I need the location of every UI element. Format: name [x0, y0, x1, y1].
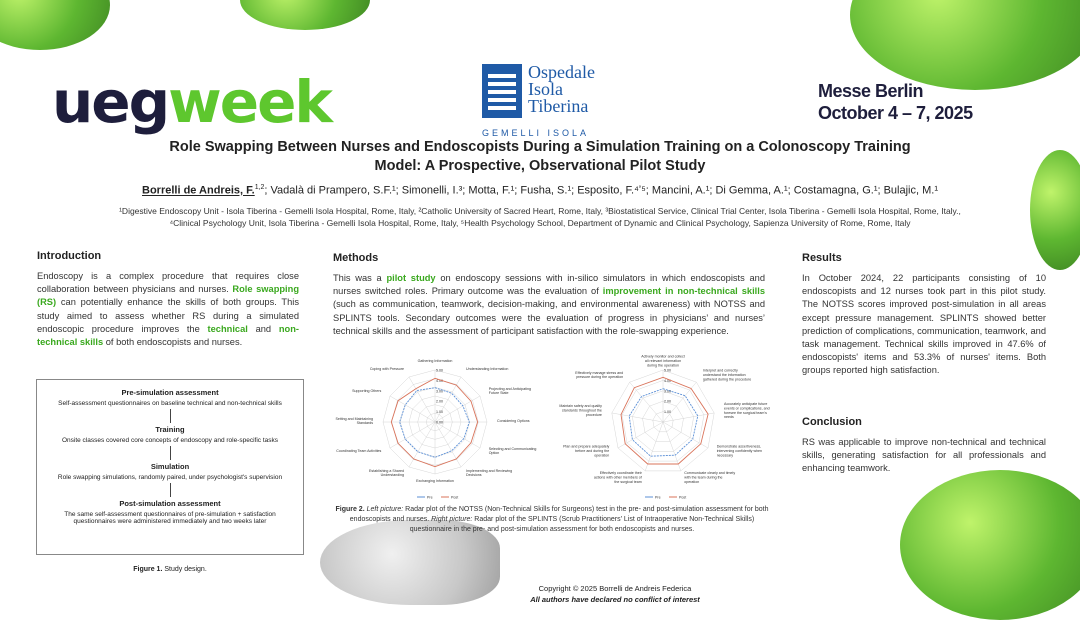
- radar-axis-label-line: pressure during the operation: [576, 375, 624, 380]
- radar-axis-label-line: actions with other members of: [593, 475, 642, 480]
- figure-1-caption: [36, 566, 304, 573]
- radar-axis-label-line: operation: [684, 479, 700, 484]
- radar-axis-label: [369, 469, 404, 477]
- step-3-text: Role swapping simulations, randomly paired, under psychologist's supervision: [57, 474, 283, 481]
- radar-axis-label-line: Future State: [488, 391, 509, 396]
- radar-axis-label-line: Decisions: [466, 473, 482, 478]
- intro-text-2: can potentially enhance the skills of both groups. This study aimed to assess whether RS during a simulated endoscopic procedure improves the: [37, 297, 299, 334]
- radar-axis-label-line: foresee the surgical team's: [724, 410, 767, 415]
- radar-axis-label: [416, 479, 454, 483]
- figure-2-left-label: Left picture:: [364, 506, 404, 513]
- results-text: In October 2024, 22 participants consisting of 10 endoscopists and 12 nurses took part in this pilot study. The NOTSS scores improved post-simulation in all areas except pressure management. SPLINTS showed better prediction of complications, communication, teamwork, and task management. Technical skills improved in 47.6% of endoscopists' items and 53.3% of nurses' items. Both groups reported high satisfaction.: [802, 273, 1046, 376]
- radar-axis-label-line: procedure: [585, 412, 602, 417]
- step-training: [37, 425, 303, 444]
- figure-2-caption: [332, 505, 772, 535]
- hospital-subtitle: GEMELLI ISOLA: [482, 128, 590, 138]
- conflict-statement: All authors have declared no conflict of interest: [530, 595, 700, 604]
- radar-axis-label-line: Actively monitor and collect: [641, 354, 685, 359]
- copyright-text: Copyright © 2025 Borrelli de Andreis Federica: [538, 584, 692, 593]
- radar-spoke: [630, 382, 663, 422]
- radar-tick-label: 4.00: [436, 378, 443, 383]
- other-authors: ; Vadalà di Prampero, S.F.¹; Simonelli, I.³; Motta, F.¹; Fusha, S.¹; Esposito, F.⁴ʼ⁵; Mancini, A.¹; Di Gemma, A.¹; Costamagna, G.¹; Bulajic, M.¹: [264, 184, 938, 197]
- figure-1-caption-text: Study design.: [162, 566, 207, 573]
- radar-axis-label: [418, 359, 453, 363]
- radar-spoke: [618, 422, 663, 448]
- radar-axis-label: [489, 447, 537, 455]
- results-section: [802, 252, 1046, 378]
- radar-axis-label-line: Maintain safety and quality: [559, 404, 602, 409]
- radar-axis-label-line: with the team during the: [684, 475, 723, 480]
- figure-2-left-text: Radar plot of the NOTSS (Non-Technical Skills for Surgeons) test in the pre- and post-simulation assessment for both endoscopists and nurses.: [349, 506, 769, 523]
- decorative-blob-top-right: [850, 0, 1080, 90]
- radar-axis-label-line: gathered during the procedure: [702, 377, 752, 382]
- radar-tick-label: 5.00: [436, 368, 443, 373]
- radar-axis-label-line: Interpret and correctly: [702, 368, 738, 373]
- radar-axis-label-line: Effectively coordinate their: [599, 470, 642, 475]
- step-post-simulation: [37, 499, 303, 525]
- intro-highlight-3: non-technical skills: [37, 323, 299, 348]
- step-4-title: Post-simulation assessment: [119, 499, 221, 508]
- poster-title: [120, 138, 960, 176]
- notss-radar-chart: [320, 352, 550, 502]
- radar-spoke: [390, 422, 435, 448]
- methods-text-2: on endoscopy sessions with in-silico simulators in which endoscopists and nurses switched roles. Primary outcome was the evaluation of: [333, 273, 766, 297]
- figure-2-label: Figure 2.: [335, 506, 365, 513]
- radar-axis-label-line: understand the information: [702, 373, 746, 378]
- logo-week-text: week: [168, 68, 331, 136]
- legend-label-pre: Pre: [655, 495, 661, 500]
- radar-axis-label-line: necessary: [716, 453, 734, 458]
- step-pre-simulation: [37, 388, 303, 407]
- legend-label-post: Post: [679, 495, 687, 500]
- radar-axis-label-line: during the operation: [647, 363, 679, 368]
- affiliations: [20, 205, 1060, 229]
- radar-axis-label-line: Accurately anticipate future: [724, 401, 768, 406]
- conclusion-heading: Conclusion: [802, 416, 862, 428]
- radar-axis-label: [575, 371, 623, 379]
- methods-text-1: This was a: [333, 273, 387, 283]
- radar-spoke: [612, 413, 663, 422]
- methods-text-3: (such as communication, teamwork, decision-making, and environmental awareness) with NOTSS and SPLINTS tools. Secondary outcomes were the evaluation of progress in physicians’ and nurses’ technical skills and the assessment of participant satisfaction with the role-swapping experience.: [333, 299, 765, 336]
- radar-axis-label-line: Considering Options: [497, 419, 530, 423]
- radar-axis-label-line: Setting and Maintaining: [335, 416, 373, 421]
- radar-axis-label: [703, 369, 751, 382]
- radar-axis-label-line: standards throughout the: [561, 408, 602, 413]
- intro-highlight-2: technical: [207, 323, 248, 334]
- radar-axis-label: [563, 445, 609, 458]
- legend-label-pre: Pre: [427, 495, 433, 500]
- radar-axis-label: [335, 417, 373, 425]
- methods-highlight-1: pilot study: [386, 273, 436, 283]
- results-heading: Results: [802, 252, 842, 264]
- radar-axis-label-line: Projecting and Anticipating: [488, 386, 532, 391]
- intro-text-3: and: [247, 323, 279, 334]
- event-dates: October 4 – 7, 2025: [818, 103, 973, 123]
- arrow-down-icon: [170, 483, 171, 497]
- step-1-title: Pre-simulation assessment: [121, 388, 219, 397]
- radar-tick-label: 1.00: [664, 410, 671, 415]
- methods-highlight-2: improvement in non-technical skills: [602, 286, 765, 297]
- radar-axis-label-line: Establishing a Shared: [369, 468, 404, 473]
- radar-axis-label: [594, 471, 643, 484]
- splints-radar-chart: [548, 352, 778, 502]
- radar-spoke: [645, 422, 663, 471]
- hospital-name-3: Tiberina: [528, 96, 589, 116]
- figure-1-label: Figure 1.: [133, 566, 163, 573]
- step-4-text: The same self-assessment questionnaires of pre-simulation + satisfaction questionnaires were administered immediately and two weeks later: [64, 511, 276, 525]
- step-1-text: Self-assessment questionnaires on baseline technical and non-technical skills: [58, 400, 282, 407]
- step-simulation: [37, 462, 303, 481]
- radar-axis-label-line: Implementing and Reviewing: [466, 468, 513, 473]
- radar-axis-label-line: operation: [594, 453, 610, 458]
- radar-tick-label: 2.00: [436, 399, 443, 404]
- radar-axis-label-line: all relevant information: [644, 359, 682, 363]
- radar-axis-label: [336, 449, 381, 453]
- radar-spoke: [409, 422, 435, 467]
- radar-axis-label-line: Demonstrate assertiveness,: [716, 444, 762, 449]
- decorative-blob-top-center: [240, 0, 370, 30]
- radar-axis-label-line: the surgical team: [614, 479, 642, 484]
- radar-axis-label-line: Coping with Pressure: [369, 367, 404, 372]
- intro-text-4: of both endoscopists and nurses.: [103, 337, 243, 348]
- radar-tick-label: 0.00: [436, 420, 443, 425]
- radar-axis-label: [466, 367, 508, 371]
- radar-axis-label: [717, 445, 762, 458]
- figure-2-right-text: Radar plot of the SPLINTS (Scrub Practitioners' List of Intraoperative Non-Technical Skills) questionnaire in the pre- and post-simulation assessment for both endoscopists and nurses.: [409, 516, 755, 533]
- radar-axis-label: [466, 469, 512, 477]
- arrow-down-icon: [170, 409, 171, 423]
- decorative-blob-top-left: [0, 0, 110, 50]
- intro-highlight-1: Role swapping (RS): [37, 284, 299, 308]
- radar-tick-label: 3.00: [664, 389, 671, 394]
- methods-text: [333, 272, 765, 338]
- radar-axis-label-line: Supporting Others: [352, 389, 382, 393]
- radar-tick-label: 4.00: [664, 378, 671, 383]
- figure-2-right-label: Right picture:: [429, 516, 473, 523]
- radar-axis-label-line: Gathering Information: [417, 359, 453, 363]
- introduction-text: [37, 270, 299, 349]
- first-author-affil: 1,2: [254, 184, 265, 191]
- radar-axis-label-line: Exchanging Information: [416, 479, 454, 483]
- conclusion-section: [802, 416, 1046, 476]
- event-venue: Messe Berlin: [818, 81, 924, 101]
- intro-text-1: Endoscopy is a complex procedure that requires close collaboration between physicians and nurses.: [37, 271, 299, 295]
- radar-axis-label-line: needs: [724, 415, 734, 420]
- hospital-logo: [482, 64, 595, 118]
- affiliations-line-2: ⁴Clinical Psychology Unit, Isola Tiberina - Gemelli Isola Hospital, Rome, Italy, ⁵Health Psychology School, Department of Dynamic and Clinical Psychology, Sapienza University of Rome, Rome, Italy: [169, 218, 911, 228]
- author-list: [60, 184, 1020, 197]
- legend-label-post: Post: [451, 495, 459, 500]
- radar-axis-label-line: Standards: [356, 421, 373, 426]
- step-2-text: Onsite classes covered core concepts of endoscopy and role-specific tasks: [61, 437, 279, 444]
- radar-axis-label-line: events or complications, and: [724, 406, 770, 411]
- radar-axis-label-line: Communicate clearly and timely: [684, 470, 736, 475]
- hospital-mark-icon: [482, 64, 522, 118]
- logo-ueg-text: ueg: [52, 68, 169, 136]
- radar-tick-label: 3.00: [436, 389, 443, 394]
- radar-axis-label: [559, 404, 602, 417]
- radar-axis-label-line: Effectively manage stress and: [575, 370, 624, 375]
- radar-axis-label-line: Coordinating Team Activities: [336, 449, 382, 453]
- radar-axis-label: [641, 355, 685, 368]
- introduction-section: [37, 250, 299, 349]
- radar-spoke: [390, 396, 435, 422]
- radar-axis-label-line: intervening confidently when: [716, 449, 763, 453]
- radar-axis-label-line: Understanding Information: [466, 367, 509, 372]
- ueg-week-logo: [52, 68, 331, 136]
- radar-axis-label: [352, 389, 381, 393]
- event-info: [818, 80, 973, 124]
- radar-axis-label-line: before and during the: [575, 449, 610, 453]
- radar-axis-label: [684, 471, 735, 484]
- radar-spoke: [663, 422, 708, 448]
- decorative-blob-bottom-right: [900, 470, 1080, 620]
- step-2-title: Training: [155, 425, 185, 434]
- radar-tick-label: 2.00: [664, 399, 671, 404]
- first-author: Borrelli de Andreis, F.: [142, 184, 255, 197]
- radar-spoke: [663, 422, 681, 471]
- copyright-block: [480, 583, 750, 605]
- radar-spoke: [409, 377, 435, 422]
- hospital-name-1: Ospedale: [528, 62, 595, 82]
- radar-axis-label: [724, 402, 770, 419]
- radar-spoke: [435, 422, 461, 467]
- radar-axis-label: [497, 419, 530, 423]
- radar-axis-label-line: Plan and prepare adequately: [563, 444, 610, 449]
- radar-series-pre: [400, 388, 470, 458]
- methods-heading: Methods: [333, 252, 379, 264]
- methods-section: [333, 252, 765, 338]
- title-line-2: Model: A Prospective, Observational Pilot Study: [374, 158, 706, 174]
- arrow-down-icon: [170, 446, 171, 460]
- conclusion-text: RS was applicable to improve non-technical and technical skills, generating satisfaction for all professionals and enhancing teamwork.: [802, 437, 1046, 474]
- radar-axis-label: [370, 367, 404, 371]
- introduction-heading: Introduction: [37, 250, 102, 262]
- step-3-title: Simulation: [150, 462, 190, 471]
- hospital-name-2: Isola: [528, 79, 563, 99]
- study-design-figure: [36, 379, 304, 555]
- radar-axis-label-line: Selecting and Communicating: [488, 446, 537, 451]
- title-line-1: Role Swapping Between Nurses and Endoscopists During a Simulation Training on a Colonoscopy Training: [169, 139, 911, 155]
- radar-axis-label-line: Understanding: [380, 473, 404, 478]
- radar-tick-label: 5.00: [664, 368, 671, 373]
- radar-axis-label-line: Option: [488, 451, 500, 456]
- radar-axis-label: [489, 387, 531, 395]
- radar-tick-label: 1.00: [436, 410, 443, 415]
- affiliations-line-1: ¹Digestive Endoscopy Unit - Isola Tiberina - Gemelli Isola Hospital, Rome, Italy, ²Catholic University of Sacred Heart, Rome, Italy, ³Biostatistical Service, Clinical Trial Center, Isola Tiberina - Gemelli Isola Hospital, Rome, Italy.,: [119, 206, 961, 216]
